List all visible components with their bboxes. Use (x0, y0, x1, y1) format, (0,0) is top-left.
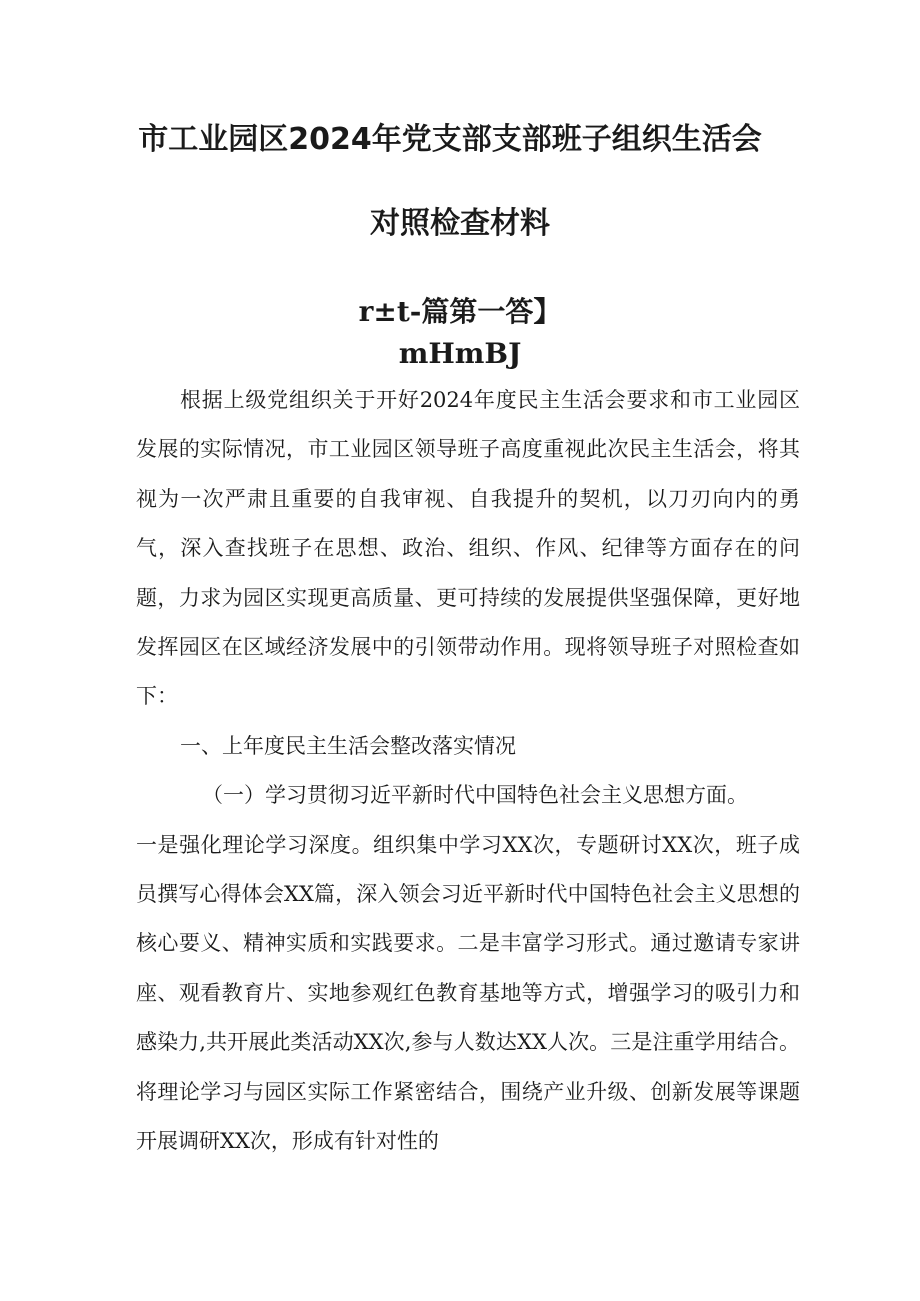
document-title-line-2: 对照检查材料 (370, 206, 550, 241)
document-title-line-1: 市工业园区2024年党支部支部班子组织生活会 (138, 122, 762, 157)
document-body (136, 376, 800, 1167)
paragraph-intro: 根据上级党组织关于开好2024年度民主生活会要求和市工业园区发展的实际情况，市工业园区领导班子高度重视此次民主生活会，将其视为一次严肃且重要的自我审视、自我提升的契机，以刀刃向内的勇气，深入查找班子在思想、政治、组织、作风、纪律等方面存在的问题，力求为园区实现更高质量、更可持续的发展提供坚强保障，更好地发挥园区在区域经济发展中的引领带动作用。现将领导班子对照检查如下： (136, 388, 800, 709)
section-heading-1: 一、上年度民主生活会整改落实情况 (180, 733, 516, 758)
document-subtitle-line-2: mHmBJ (398, 337, 522, 370)
subsection-heading-1: （一）学习贯彻习近平新时代中国特色社会主义思想方面。 (202, 783, 748, 808)
document-subtitle-line-1: r±t-篇第一答】 (358, 295, 562, 328)
paragraph-study: 一是强化理论学习深度。组织集中学习XX次，专题研讨XX次，班子成员撰写心得体会XX篇，深入领会习近平新时代中国特色社会主义思想的核心要义、精神实质和实践要求。二是丰富学习形式。通过邀请专家讲座、观看教育片、实地参观红色教育基地等方式，增强学习的吸引力和感染力,共开展此类活动XX次,参与人数达XX人次。三是注重学用结合。将理论学习与园区实际工作紧密结合，围绕产业升级、创新发展等课题开展调研XX次，形成有针对性的 (136, 832, 800, 1154)
